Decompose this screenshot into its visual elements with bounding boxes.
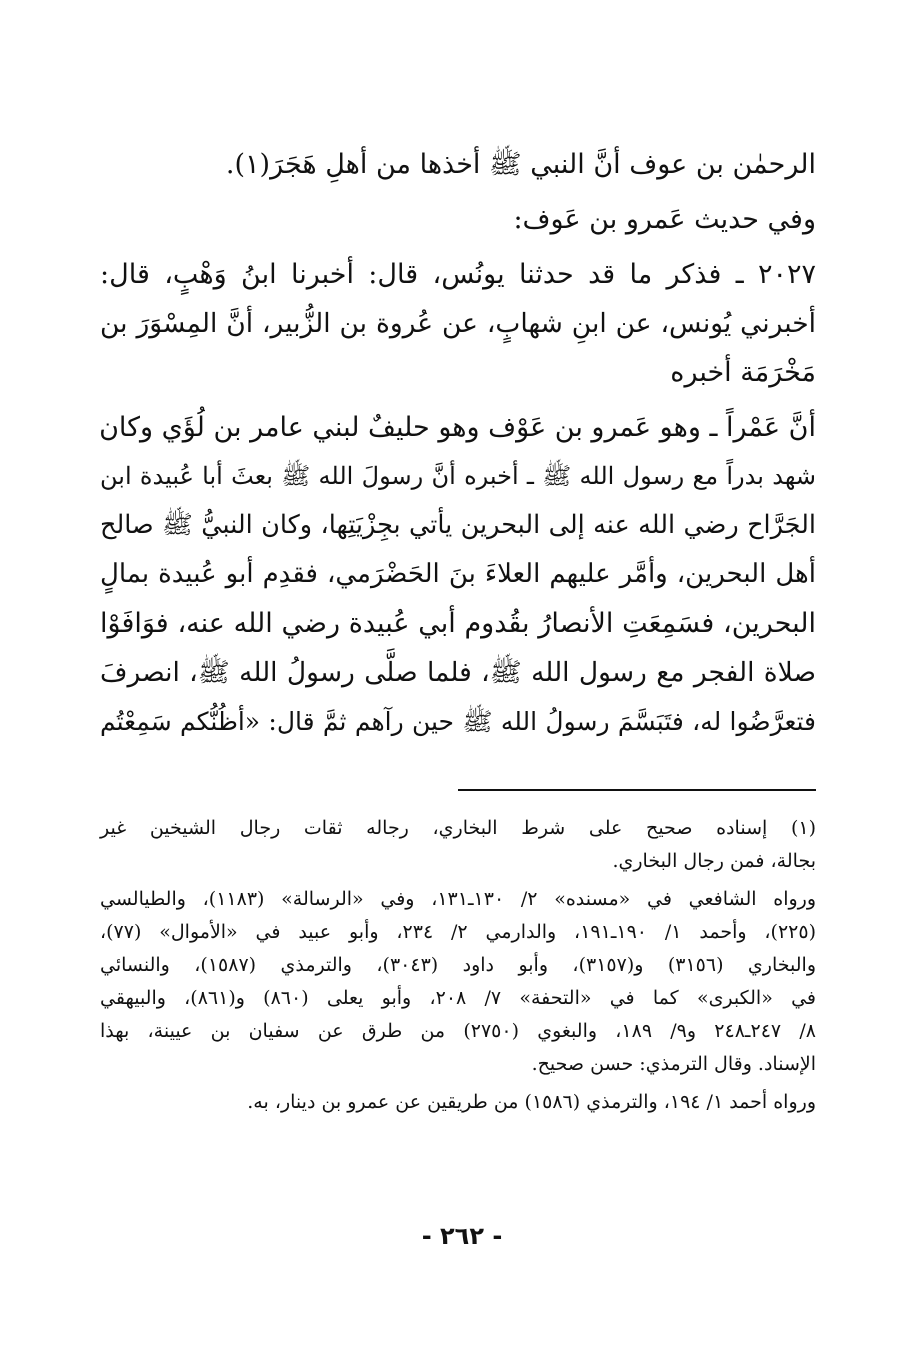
footnote-line: في «الكبرى» كما في «التحفة» ٧/ ٢٠٨، وأبو يعلى (٨٦٠) و(٨٦١)، والبيهقي [100, 987, 816, 1009]
footnote-sources-2 [100, 1086, 816, 1119]
text-line: أنَّ عَمْراً ـ وهو عَمرو بن عَوْف وهو حليفٌ لبني عامر بن لُؤَي وكان [99, 412, 816, 443]
paragraph-hadith-2027-isnad [100, 250, 816, 397]
footnote-line: الإسناد. وقال الترمذي: حسن صحيح. [531, 1053, 816, 1075]
page-number: - ٢٦٢ - [421, 1222, 503, 1250]
paragraph-section-heading [100, 195, 816, 244]
text-line: مَخْرَمَة أخبره [670, 357, 816, 388]
footnote-line: ورواه الشافعي في «مسنده» ٢/ ١٣٠ـ١٣١، وفي «الرسالة» (١١٨٣)، والطيالسي [100, 888, 816, 910]
text-line: فتعرَّضُوا له، فتَبَسَّمَ رسولُ الله ﷺ حين رآهم ثمَّ قال: «أظُنُّكم سَمِعْتُم [100, 707, 816, 736]
text-line: البحرين، فسَمِعَتِ الأنصارُ بقُدوم أبي عُبيدة رضي الله عنه، فوَافَوْا [100, 608, 816, 639]
text-line: أخبرني يُونس، عن ابنِ شهابٍ، عن عُروة بن الزُّبير، أنَّ المِسْوَرَ بن [100, 308, 816, 339]
footnote-1 [100, 812, 816, 878]
footnote-line: ٨/ ٢٤٧ـ٢٤٨ و٩/ ١٨٩، والبغوي (٢٧٥٠) من طرق عن سفيان بن عيينة، بهذا [100, 1020, 816, 1042]
text-line: صلاة الفجر مع رسول الله ﷺ، فلما صلَّى رسولُ الله ﷺ، انصرفَ [100, 657, 816, 688]
footnote-sources [100, 883, 816, 1081]
footnotes [100, 812, 816, 1119]
footnote-divider [458, 789, 816, 791]
footnote-line: (١) إسناده صحيح على شرط البخاري، رجاله ثقات رجال الشيخين غير [100, 817, 816, 839]
footnote-line: بجالة، فمن رجال البخاري. [612, 850, 816, 872]
text-line: أهل البحرين، وأمَّر عليهم العلاءَ بنَ الحَضْرَمي، فقدِم أبو عُبيدة بمالٍ [100, 559, 816, 589]
footnote-line: ورواه أحمد ١/ ١٩٤، والترمذي (١٥٨٦) من طريقين عن عمرو بن دينار، به. [247, 1091, 816, 1113]
main-text [100, 140, 816, 746]
footnote-line: والبخاري (٣١٥٦) و(٣١٥٧)، وأبو داود (٣٠٤٣)، والترمذي (١٥٨٧)، والنسائي [100, 954, 816, 976]
text-line: شهد بدراً مع رسول الله ﷺ ـ أخبره أنَّ رسولَ الله ﷺ بعثَ أبا عُبيدة ابن [100, 462, 816, 490]
text-line: الرحمٰن بن عوف أنَّ النبي ﷺ أخذها من أهلِ هَجَرَ(١). [225, 149, 816, 180]
footnote-line: (٢٢٥)، وأحمد ١/ ١٩٠ـ١٩١، والدارمي ٢/ ٢٣٤، وأبو عبيد في «الأموال» (٧٧)، [100, 921, 816, 943]
paragraph-hadith-2027-matn [100, 403, 816, 746]
text-line: الجَرَّاح رضي الله عنه إلى البحرين يأتي بجِزْيَتِها، وكان النبيُّ ﷺ صالح [100, 510, 816, 540]
paragraph-hadith-end [100, 140, 816, 189]
text-line: ٢٠٢٧ ـ فذكر ما قد حدثنا يونُس، قال: أخبرنا ابنُ وَهْبٍ، قال: [100, 259, 816, 290]
section-heading: وفي حديث عَمرو بن عَوف: [513, 204, 816, 235]
